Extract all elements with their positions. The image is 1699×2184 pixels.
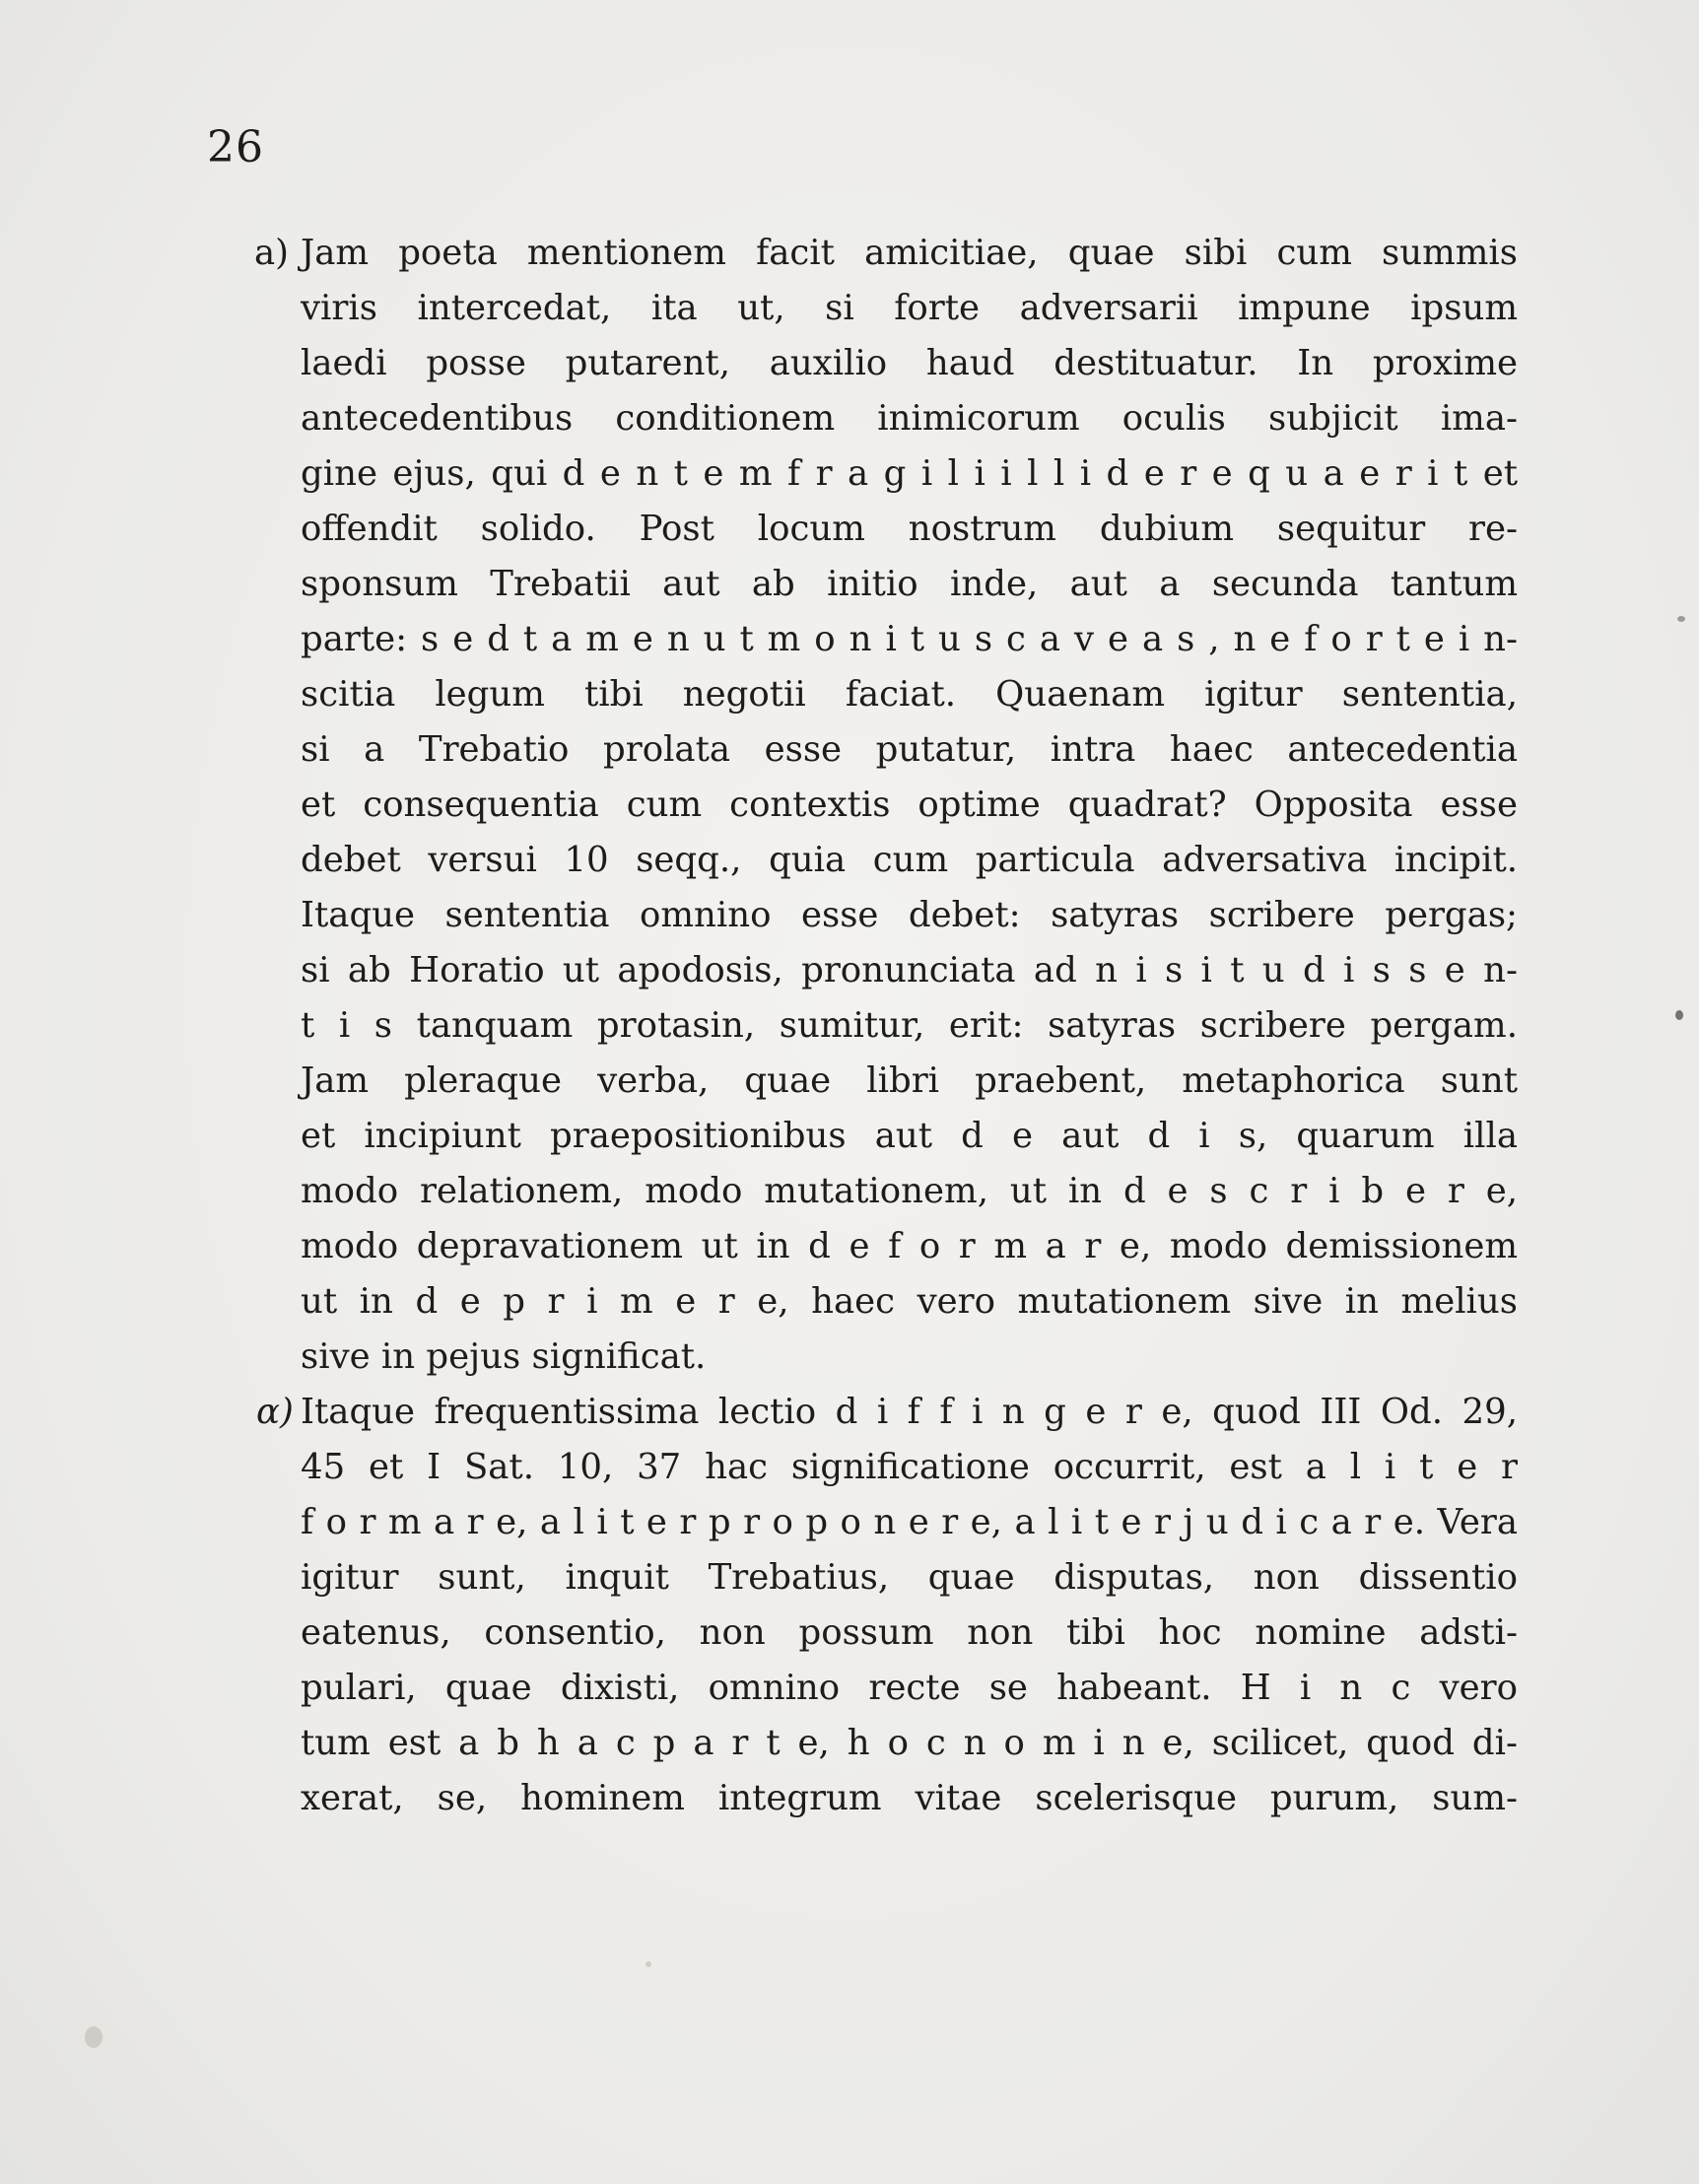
- paper-mark: [1677, 616, 1685, 622]
- paragraph-marker-a: a): [254, 233, 290, 273]
- text-line: Jam pleraque verba, quae libri praebent, metaphorica sunt: [301, 1060, 1518, 1101]
- paper-stain: [646, 1961, 651, 1967]
- text-line: Jam poeta mentionem facit amicitiae, quae sibi cum summis: [301, 233, 1518, 273]
- text-line: modo relationem, modo mutationem, ut in d e s c r i b e r e,: [301, 1171, 1518, 1211]
- text-line: 45 et I Sat. 10, 37 hac significatione occurrit, est a l i t e r: [301, 1447, 1518, 1487]
- text-line: offendit solido. Post locum nostrum dubium sequitur re-: [301, 509, 1518, 549]
- paper-mark: [1675, 1010, 1683, 1020]
- text-line: xerat, se, hominem integrum vitae scelerisque purum, sum-: [301, 1778, 1518, 1818]
- text-line: modo depravationem ut in d e f o r m a r e, modo demissionem: [301, 1226, 1518, 1266]
- text-line: eatenus, consentio, non possum non tibi hoc nomine adsti-: [301, 1612, 1518, 1653]
- text-line: pulari, quae dixisti, omnino recte se habeant. H i n c vero: [301, 1668, 1518, 1708]
- text-line: antecedentibus conditionem inimicorum oculis subjicit ima-: [301, 398, 1518, 439]
- text-line: tum est a b h a c p a r t e, h o c n o m i n e, scilicet, quod di-: [301, 1723, 1518, 1763]
- text-line: et incipiunt praepositionibus aut d e aut d i s, quarum illa: [301, 1116, 1518, 1156]
- page-number: 26: [207, 122, 264, 172]
- text-line: ut in d e p r i m e r e, haec vero mutationem sive in melius: [301, 1281, 1518, 1322]
- text-line: t i s tanquam protasin, sumitur, erit: satyras scribere pergam.: [301, 1005, 1518, 1046]
- text-line: parte: s e d t a m e n u t m o n i t u s c a v e a s , n e f o r t e i n-: [301, 619, 1518, 659]
- text-line: scitia legum tibi negotii faciat. Quaenam igitur sententia,: [301, 674, 1518, 715]
- text-line: gine ejus, qui d e n t e m f r a g i l i i l l i d e r e q u a e r i t et: [301, 453, 1518, 494]
- text-line: laedi posse putarent, auxilio haud destituatur. In proxime: [301, 343, 1518, 383]
- text-line: sponsum Trebatii aut ab initio inde, aut a secunda tantum: [301, 564, 1518, 604]
- text-line: debet versui 10 seqq., quia cum particula adversativa incipit.: [301, 840, 1518, 880]
- text-line: f o r m a r e, a l i t e r p r o p o n e r e, a l i t e r j u d i c a r e. Vera: [301, 1502, 1518, 1542]
- text-line: Itaque frequentissima lectio d i f f i n g e r e, quod III Od. 29,: [301, 1392, 1518, 1432]
- text-line: Itaque sententia omnino esse debet: satyras scribere pergas;: [301, 895, 1518, 935]
- text-line: viris intercedat, ita ut, si forte adversarii impune ipsum: [301, 288, 1518, 328]
- paragraph-marker-alpha: α): [256, 1392, 294, 1432]
- text-line: sive in pejus significat.: [301, 1336, 707, 1377]
- text-line: si a Trebatio prolata esse putatur, intra haec antecedentia: [301, 729, 1518, 770]
- text-line: et consequentia cum contextis optime quadrat? Opposita esse: [301, 785, 1518, 825]
- text-line: igitur sunt, inquit Trebatius, quae disputas, non dissentio: [301, 1557, 1518, 1598]
- text-line: si ab Horatio ut apodosis, pronunciata ad n i s i t u d i s s e n-: [301, 950, 1518, 990]
- paper-stain: [85, 2026, 102, 2048]
